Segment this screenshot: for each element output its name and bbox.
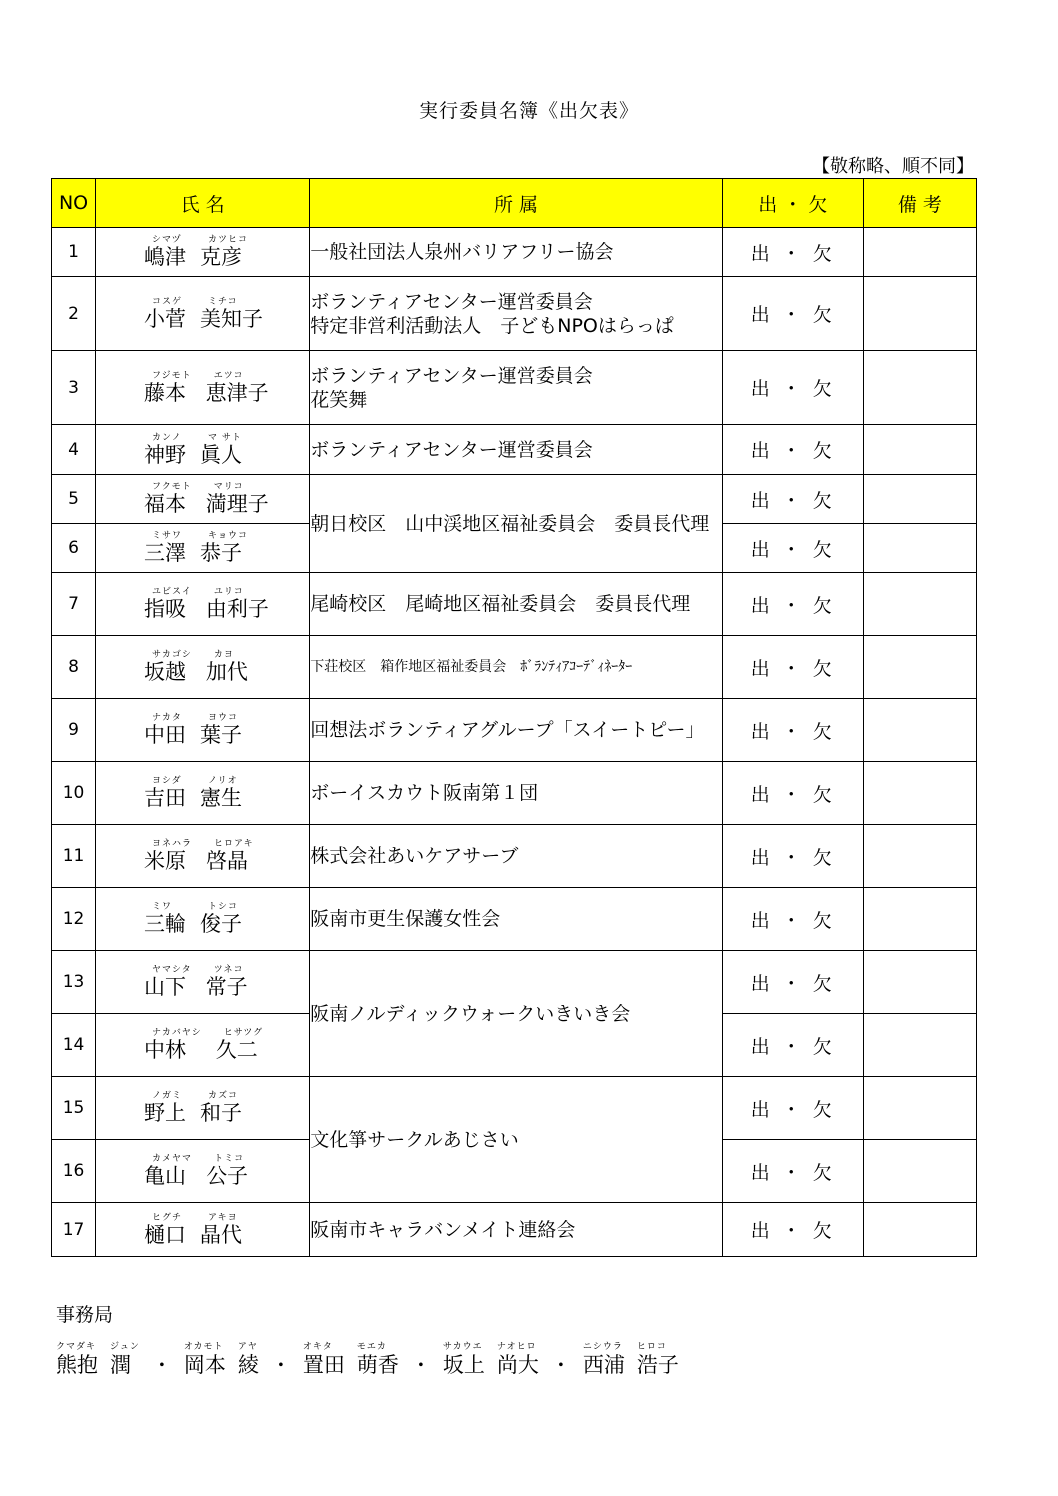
header-no: NO (52, 179, 96, 228)
row-no: 16 (52, 1140, 96, 1203)
family-name: 樋口 (144, 1222, 187, 1247)
family-kana: ナカタ (152, 713, 182, 723)
row-no: 14 (52, 1014, 96, 1077)
remarks-cell[interactable] (863, 573, 976, 636)
affiliation: 一般社団法人泉州バリアフリー協会 (310, 228, 722, 277)
honorific-note: 【敬称略、順不同】 (812, 156, 974, 177)
family-name: 中田 (144, 723, 187, 747)
given-kana: マ サト (208, 432, 242, 443)
table-row (52, 475, 977, 524)
office-given-name: 浩子 (636, 1353, 679, 1377)
row-no: 17 (52, 1203, 96, 1257)
office-family-kana: オカモト (183, 1342, 224, 1352)
attendance-mark[interactable]: 出 ・ 欠 (722, 351, 863, 425)
attendance-mark[interactable]: 出 ・ 欠 (722, 1077, 863, 1140)
affiliation: ボーイスカウト阪南第１団 (310, 762, 722, 825)
given-kana: トシコ (208, 902, 239, 912)
affiliation: 回想法ボランティアグループ「スイートピー」 (310, 699, 722, 762)
affiliation: 阪南ノルディックウォークいきいき会 (310, 951, 722, 1077)
office-given-kana: ナオヒロ (496, 1342, 537, 1352)
family-name: 山下 (144, 975, 187, 999)
attendance-mark[interactable]: 出 ・ 欠 (722, 228, 863, 277)
family-kana: ナカバヤシ (152, 1028, 202, 1038)
table-row (52, 825, 977, 888)
row-no: 13 (52, 951, 96, 1014)
table-row (52, 762, 977, 825)
given-name: 眞人 (200, 442, 243, 467)
given-name: 加代 (205, 660, 248, 684)
attendance-mark[interactable]: 出 ・ 欠 (722, 888, 863, 951)
given-kana: ノリオ (208, 776, 238, 786)
attendance-mark[interactable]: 出 ・ 欠 (722, 825, 863, 888)
given-kana: カツヒコ (208, 235, 249, 245)
table-row (52, 888, 977, 951)
attendance-mark[interactable]: 出 ・ 欠 (722, 1140, 863, 1203)
family-name: 神野 (144, 442, 187, 467)
given-kana: ユリコ (213, 587, 244, 597)
table-row (52, 228, 977, 277)
secretariat-members (56, 1342, 691, 1378)
remarks-cell[interactable] (863, 1203, 976, 1257)
family-name: 藤本 (144, 380, 187, 405)
given-name: 和子 (200, 1101, 243, 1125)
table-row (52, 951, 977, 1014)
header-attendance: 出 ・ 欠 (722, 179, 863, 228)
remarks-cell[interactable] (863, 524, 976, 573)
row-no: 4 (52, 425, 96, 475)
family-name: 野上 (144, 1101, 187, 1125)
given-name: 葉子 (200, 723, 243, 747)
given-name: 克彦 (200, 245, 243, 269)
family-name: 坂越 (144, 660, 187, 684)
remarks-cell[interactable] (863, 351, 976, 425)
office-family (184, 1342, 226, 1378)
given-kana: ヒサツグ (223, 1028, 264, 1038)
office-family-kana: クマダキ (56, 1342, 97, 1352)
row-no: 8 (52, 636, 96, 699)
attendance-mark[interactable]: 出 ・ 欠 (722, 762, 863, 825)
affiliation-line: 特定非営利活動法人 子どもNPOはらっぱ (310, 314, 674, 337)
office-given-name: 綾 (237, 1353, 259, 1377)
office-given (497, 1342, 539, 1378)
family-name: 亀山 (144, 1164, 187, 1188)
office-family-kana: オキタ (302, 1342, 333, 1352)
family-kana: コスゲ (152, 296, 183, 307)
given-kana: ヨウコ (208, 713, 239, 723)
secretariat-label: 事務局 (56, 1304, 114, 1326)
family-kana: カンノ (152, 432, 182, 443)
given-name: 憲生 (200, 786, 243, 810)
family-kana: フクモト (152, 482, 192, 492)
member-name (96, 636, 310, 699)
member-name (96, 1140, 310, 1203)
remarks-cell[interactable] (863, 762, 976, 825)
separator: ・ (550, 1353, 571, 1377)
family-name: 米原 (144, 849, 187, 873)
given-kana: トミコ (214, 1154, 245, 1164)
given-kana: ツネコ (213, 965, 244, 975)
office-family (583, 1342, 625, 1378)
given-name: 満理子 (205, 492, 269, 516)
given-kana: カヨ (213, 650, 234, 660)
remarks-cell[interactable] (863, 1140, 976, 1203)
separator: ・ (270, 1353, 291, 1377)
remarks-cell[interactable] (863, 825, 976, 888)
given-name: 俊子 (200, 912, 243, 936)
affiliation: 阪南市キャラバンメイト連絡会 (310, 1203, 722, 1257)
given-kana: キョウコ (208, 531, 249, 541)
attendance-mark[interactable]: 出 ・ 欠 (722, 475, 863, 524)
given-kana: エツコ (213, 370, 244, 381)
affiliation: 阪南市更生保護女性会 (310, 888, 722, 951)
family-kana: カメヤマ (152, 1154, 193, 1164)
attendance-mark[interactable]: 出 ・ 欠 (722, 524, 863, 573)
office-given (637, 1342, 679, 1378)
family-name: 三澤 (144, 541, 187, 565)
office-given (238, 1342, 259, 1378)
remarks-cell[interactable] (863, 1014, 976, 1077)
affiliation: 文化箏サークルあじさい (310, 1077, 722, 1203)
office-given-name: 尚大 (496, 1353, 539, 1377)
affiliation-line: 花笑舞 (310, 388, 368, 411)
given-name: 久二 (215, 1038, 258, 1062)
family-kana: シマヅ (152, 235, 182, 245)
attendance-mark[interactable]: 出 ・ 欠 (722, 951, 863, 1014)
table-row (52, 573, 977, 636)
member-name (96, 475, 310, 524)
member-name (96, 425, 310, 475)
office-given-kana: モエカ (356, 1342, 387, 1352)
member-name (96, 699, 310, 762)
office-family-name: 西浦 (582, 1353, 625, 1377)
table-row (52, 425, 977, 475)
attendance-mark[interactable]: 出 ・ 欠 (722, 1203, 863, 1257)
family-kana: ミワ (152, 902, 173, 912)
given-name: 晶代 (200, 1222, 243, 1247)
row-no: 15 (52, 1077, 96, 1140)
family-name: 三輪 (144, 912, 187, 936)
affiliation: 朝日校区 山中渓地区福祉委員会 委員長代理 (310, 475, 722, 573)
office-family-kana: サカウエ (442, 1342, 483, 1352)
office-family (443, 1342, 485, 1378)
attendance-mark[interactable]: 出 ・ 欠 (722, 573, 863, 636)
member-name (96, 1077, 310, 1140)
separator: ・ (151, 1353, 172, 1377)
member-name (96, 573, 310, 636)
family-kana: ミサワ (152, 531, 183, 541)
attendance-mark[interactable]: 出 ・ 欠 (722, 636, 863, 699)
header-row (52, 179, 977, 228)
attendance-mark[interactable]: 出 ・ 欠 (722, 1014, 863, 1077)
office-family-name: 置田 (302, 1353, 345, 1377)
remarks-cell[interactable] (863, 228, 976, 277)
office-given (110, 1342, 140, 1378)
family-name: 嶋津 (144, 245, 187, 269)
given-kana: カズコ (208, 1091, 239, 1101)
family-kana: ヒグチ (152, 1212, 183, 1223)
header-remarks: 備 考 (863, 179, 976, 228)
affiliation: ボランティアセンター運営委員会 (310, 425, 722, 475)
affiliation-line: ボランティアセンター運営委員会 (310, 290, 593, 313)
family-name: 中林 (144, 1038, 187, 1062)
row-no: 9 (52, 699, 96, 762)
office-family-name: 熊抱 (56, 1353, 98, 1377)
family-name: 指吸 (144, 597, 187, 621)
separator: ・ (410, 1353, 431, 1377)
row-no: 2 (52, 277, 96, 351)
row-no: 1 (52, 228, 96, 277)
family-name: 福本 (144, 492, 187, 516)
member-name (96, 228, 310, 277)
roster-table (51, 178, 977, 1257)
family-kana: ユビスイ (152, 587, 192, 597)
office-family-kana: ニシウラ (582, 1342, 623, 1352)
table-row (52, 636, 977, 699)
given-name: 由利子 (205, 597, 269, 621)
member-name (96, 277, 310, 351)
member-name (96, 1203, 310, 1257)
header-affiliation: 所 属 (310, 179, 722, 228)
office-given-kana: アヤ (237, 1342, 258, 1352)
affiliation-line: ボランティアセンター運営委員会 (310, 364, 593, 387)
table-row (52, 351, 977, 425)
office-family (303, 1342, 345, 1378)
affiliation: 尾崎校区 尾崎地区福祉委員会 委員長代理 (310, 573, 722, 636)
row-no: 12 (52, 888, 96, 951)
family-name: 吉田 (144, 786, 187, 810)
given-name: 恭子 (200, 541, 243, 565)
given-name: 公子 (206, 1164, 249, 1188)
remarks-cell[interactable] (863, 636, 976, 699)
member-name (96, 1014, 310, 1077)
member-name (96, 825, 310, 888)
office-given-name: 萌香 (356, 1353, 399, 1377)
member-name (96, 524, 310, 573)
family-kana: フジモト (152, 370, 192, 381)
remarks-cell[interactable] (863, 277, 976, 351)
given-kana: ヒロアキ (213, 839, 254, 849)
attendance-mark[interactable]: 出 ・ 欠 (722, 699, 863, 762)
affiliation (310, 351, 722, 425)
remarks-cell[interactable] (863, 699, 976, 762)
row-no: 6 (52, 524, 96, 573)
given-name: 啓晶 (205, 849, 248, 873)
row-no: 7 (52, 573, 96, 636)
family-kana: サカゴシ (152, 650, 192, 660)
table-row (52, 1077, 977, 1140)
remarks-cell[interactable] (863, 425, 976, 475)
office-given (357, 1342, 399, 1378)
member-name (96, 762, 310, 825)
family-kana: ノガミ (152, 1091, 182, 1101)
given-name: 恵津子 (205, 380, 269, 405)
row-no: 5 (52, 475, 96, 524)
member-name (96, 888, 310, 951)
family-kana: ヨネハラ (152, 839, 192, 849)
table-row (52, 277, 977, 351)
family-kana: ヤマシタ (152, 965, 192, 975)
remarks-cell[interactable] (863, 951, 976, 1014)
remarks-cell[interactable] (863, 475, 976, 524)
given-name: 美知子 (200, 306, 264, 331)
family-kana: ヨシダ (152, 776, 182, 786)
office-given-name: 潤 (110, 1353, 131, 1377)
office-given-kana: ジュン (110, 1342, 140, 1352)
row-no: 11 (52, 825, 96, 888)
table-row (52, 1203, 977, 1257)
remarks-cell[interactable] (863, 1077, 976, 1140)
member-name (96, 351, 310, 425)
row-no: 10 (52, 762, 96, 825)
affiliation (310, 277, 722, 351)
given-kana: アキヨ (208, 1212, 238, 1223)
office-family-name: 坂上 (442, 1353, 485, 1377)
office-given-kana: ヒロコ (636, 1342, 667, 1352)
page-title: 実行委員名簿《出欠表》 (418, 100, 639, 122)
given-kana: ミチコ (208, 296, 238, 307)
office-family-name: 岡本 (183, 1353, 226, 1377)
table-row (52, 699, 977, 762)
attendance-mark[interactable]: 出 ・ 欠 (722, 277, 863, 351)
family-name: 小菅 (144, 306, 187, 331)
office-family (56, 1342, 98, 1378)
remarks-cell[interactable] (863, 888, 976, 951)
affiliation: 株式会社あいケアサーブ (310, 825, 722, 888)
member-name (96, 951, 310, 1014)
header-name: 氏 名 (96, 179, 310, 228)
affiliation: 下荘校区 箱作地区福祉委員会 ﾎﾞﾗﾝﾃｨｱｺｰﾃﾞｨﾈｰﾀｰ (310, 636, 722, 699)
attendance-mark[interactable]: 出 ・ 欠 (722, 425, 863, 475)
given-name: 常子 (205, 975, 248, 999)
given-kana: マリコ (213, 482, 244, 492)
row-no: 3 (52, 351, 96, 425)
